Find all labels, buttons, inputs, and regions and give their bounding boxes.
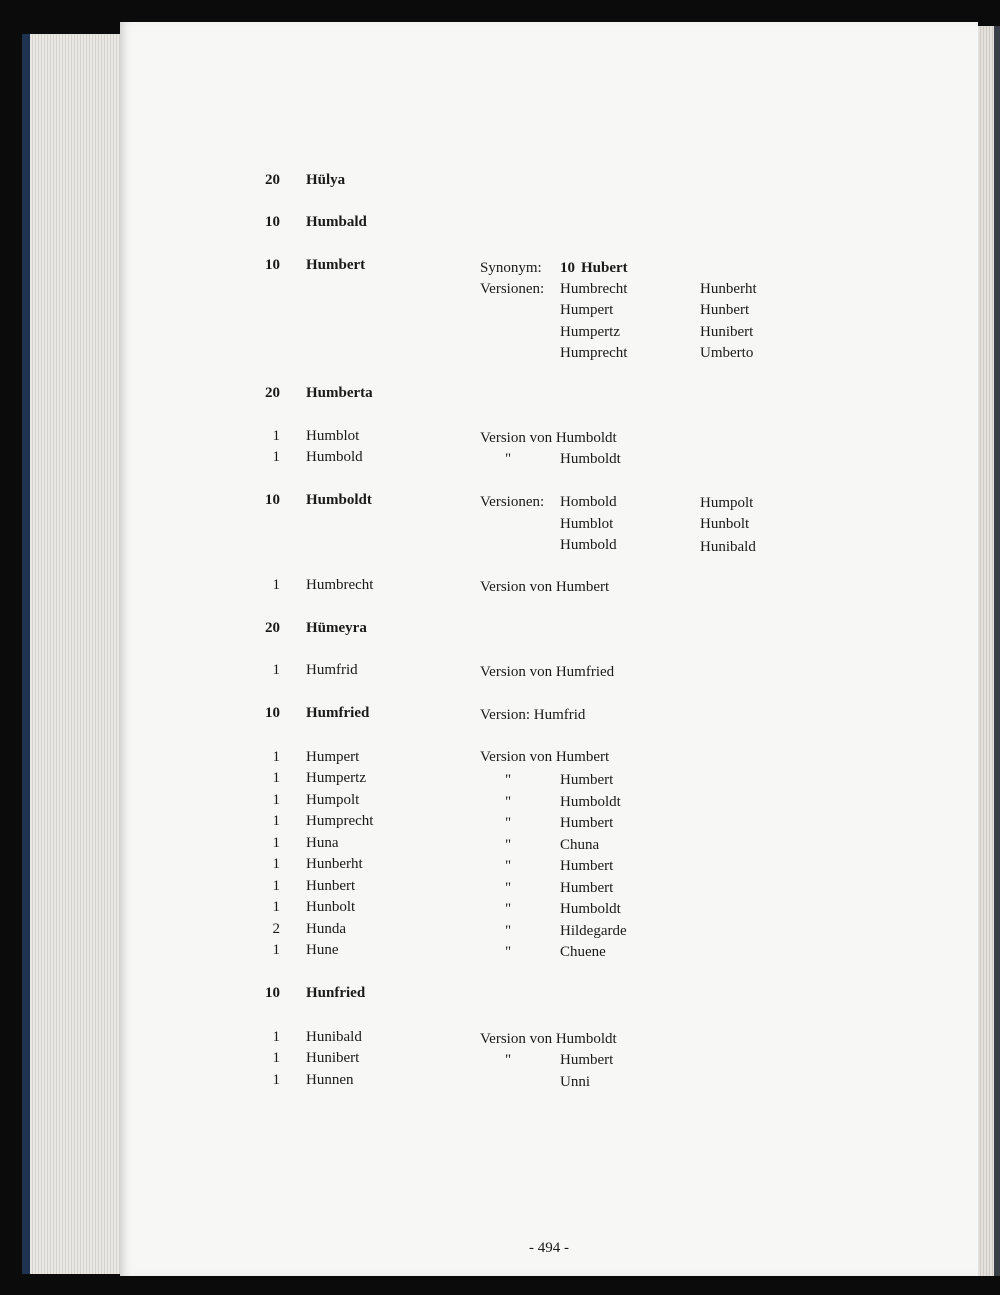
variant-name: Unni xyxy=(560,1074,590,1090)
entry-count: 1 xyxy=(272,856,280,872)
entry-row xyxy=(120,170,978,191)
entry-note: Version von Humfried xyxy=(480,664,615,680)
entry-note: Version von Humboldt xyxy=(480,430,617,446)
entry-count: 1 xyxy=(272,662,280,678)
versions-label: Versionen: xyxy=(480,281,545,297)
ditto-mark: " xyxy=(505,451,512,467)
variant-name: Hunbert xyxy=(700,302,750,318)
entry-count: 1 xyxy=(272,813,280,829)
variants-row xyxy=(120,514,978,535)
entry-count: 1 xyxy=(272,942,280,958)
entry-count: 1 xyxy=(272,770,280,786)
entry-name: Humbald xyxy=(306,214,367,230)
variant-name: Humpolt xyxy=(700,495,754,511)
ditto-mark: " xyxy=(505,794,512,810)
entry-count: 1 xyxy=(272,792,280,808)
variant-name: Humbert xyxy=(560,815,614,831)
entry-name: Humboldt xyxy=(306,492,372,508)
variant-name: Hunibald xyxy=(700,539,756,555)
entry-name: Huna xyxy=(306,835,339,851)
book-page-edges-right xyxy=(975,26,1000,1276)
entry-name: Humbrecht xyxy=(306,577,374,593)
ditto-mark: " xyxy=(505,901,512,917)
entry-count: 2 xyxy=(272,921,280,937)
variant-name: Chuna xyxy=(560,837,600,853)
entry-name: Hunberht xyxy=(306,856,363,872)
entry-row xyxy=(120,255,978,276)
page-number: - 494 - xyxy=(529,1240,569,1256)
variants-row xyxy=(120,279,978,300)
entry-name: Humpolt xyxy=(306,792,360,808)
entry-count: 10 xyxy=(265,985,280,1001)
variant-name: Humboldt xyxy=(560,451,621,467)
entry-row xyxy=(120,447,978,468)
entry-note: Version von Humbert xyxy=(480,749,610,765)
entry-row xyxy=(120,876,978,897)
variant-name: Humboldt xyxy=(560,901,621,917)
entry-row xyxy=(120,919,978,940)
entry-row xyxy=(120,660,978,681)
entry-row xyxy=(120,940,978,961)
ditto-mark: " xyxy=(505,880,512,896)
variant-name: Hombold xyxy=(560,494,617,510)
variants-row xyxy=(120,300,978,321)
entry-row xyxy=(120,833,978,854)
variant-name: Humprecht xyxy=(560,345,628,361)
variant-name: Humbert xyxy=(560,1052,614,1068)
ditto-mark: " xyxy=(505,1052,512,1068)
entry-count: 20 xyxy=(265,620,280,636)
entry-name: Hümeyra xyxy=(306,620,367,636)
entry-row xyxy=(120,1027,978,1048)
entry-note: Version: Humfrid xyxy=(480,707,586,723)
variant-name: Humboldt xyxy=(560,794,621,810)
entry-row xyxy=(120,383,978,404)
entry-count: 1 xyxy=(272,835,280,851)
entry-count: 10 xyxy=(265,492,280,508)
entry-name: Hune xyxy=(306,942,339,958)
entry-name: Hülya xyxy=(306,172,346,188)
entry-row xyxy=(120,575,978,596)
variants-row xyxy=(120,535,978,556)
entry-count: 20 xyxy=(265,385,280,401)
entry-row xyxy=(120,1048,978,1069)
variant-name: Humbold xyxy=(560,537,617,553)
entry-count: 1 xyxy=(272,1029,280,1045)
variant-name: Humpert xyxy=(560,302,614,318)
entry-name: Hunibald xyxy=(306,1029,362,1045)
synonym-label: Synonym: xyxy=(480,260,542,276)
ditto-mark: " xyxy=(505,772,512,788)
entry-name: Humpert xyxy=(306,749,360,765)
entry-row xyxy=(120,983,978,1004)
entry-name: Humfrid xyxy=(306,662,358,678)
entry-name: Humpertz xyxy=(306,770,366,786)
variant-name: Humpertz xyxy=(560,324,620,340)
entry-row xyxy=(120,747,978,768)
variant-name: Hunbolt xyxy=(700,516,750,532)
entry-name: Humbold xyxy=(306,449,363,465)
ditto-mark: " xyxy=(505,837,512,853)
variant-name: Chuene xyxy=(560,944,606,960)
ditto-mark: " xyxy=(505,815,512,831)
entry-count: 10 xyxy=(265,257,280,273)
variant-name: Humbrecht xyxy=(560,281,628,297)
entry-row xyxy=(120,1070,978,1091)
entry-row xyxy=(120,212,978,233)
variant-name: Humbert xyxy=(560,880,614,896)
entry-name: Humberta xyxy=(306,385,373,401)
entry-name: Hunbolt xyxy=(306,899,356,915)
entry-count: 20 xyxy=(265,172,280,188)
entry-row xyxy=(120,490,978,511)
variant-name: Hunberht xyxy=(700,281,757,297)
synonym-name: Hubert xyxy=(581,260,628,276)
entry-count: 10 xyxy=(265,705,280,721)
entry-row xyxy=(120,897,978,918)
versions-label: Versionen: xyxy=(480,494,545,510)
entry-row xyxy=(120,618,978,639)
entry-count: 1 xyxy=(272,899,280,915)
entry-row xyxy=(120,768,978,789)
entry-name: Hunnen xyxy=(306,1072,354,1088)
entry-name: Humblot xyxy=(306,428,360,444)
entry-row xyxy=(120,790,978,811)
variant-name: Humblot xyxy=(560,516,614,532)
ditto-mark: " xyxy=(505,944,512,960)
variant-name: Hildegarde xyxy=(560,923,627,939)
entry-name: Hunbert xyxy=(306,878,356,894)
synonym-count: 10 xyxy=(560,260,575,276)
entry-count: 1 xyxy=(272,749,280,765)
entry-count: 1 xyxy=(272,1050,280,1066)
entry-name: Hunda xyxy=(306,921,346,937)
variant-name: Hunibert xyxy=(700,324,754,340)
entry-name: Humfried xyxy=(306,705,370,721)
variant-name: Humbert xyxy=(560,772,614,788)
entry-row xyxy=(120,426,978,447)
entry-count: 1 xyxy=(272,428,280,444)
book-page-edges-left xyxy=(22,34,130,1274)
entry-row xyxy=(120,811,978,832)
variants-row xyxy=(120,322,978,343)
ditto-mark: " xyxy=(505,923,512,939)
variant-name: Umberto xyxy=(700,345,754,361)
entry-note: Version von Humboldt xyxy=(480,1031,617,1047)
entry-name: Hunfried xyxy=(306,985,366,1001)
entry-name: Humprecht xyxy=(306,813,374,829)
entry-count: 1 xyxy=(272,878,280,894)
entry-count: 10 xyxy=(265,214,280,230)
entry-count: 1 xyxy=(272,449,280,465)
book-page xyxy=(120,22,978,1276)
entry-count: 1 xyxy=(272,1072,280,1088)
entry-row xyxy=(120,703,978,724)
variant-name: Humbert xyxy=(560,858,614,874)
entry-note: Version von Humbert xyxy=(480,579,610,595)
ditto-mark: " xyxy=(505,858,512,874)
entry-name: Humbert xyxy=(306,257,366,273)
entry-name: Hunibert xyxy=(306,1050,360,1066)
entry-row xyxy=(120,854,978,875)
variants-row xyxy=(120,343,978,364)
entry-count: 1 xyxy=(272,577,280,593)
